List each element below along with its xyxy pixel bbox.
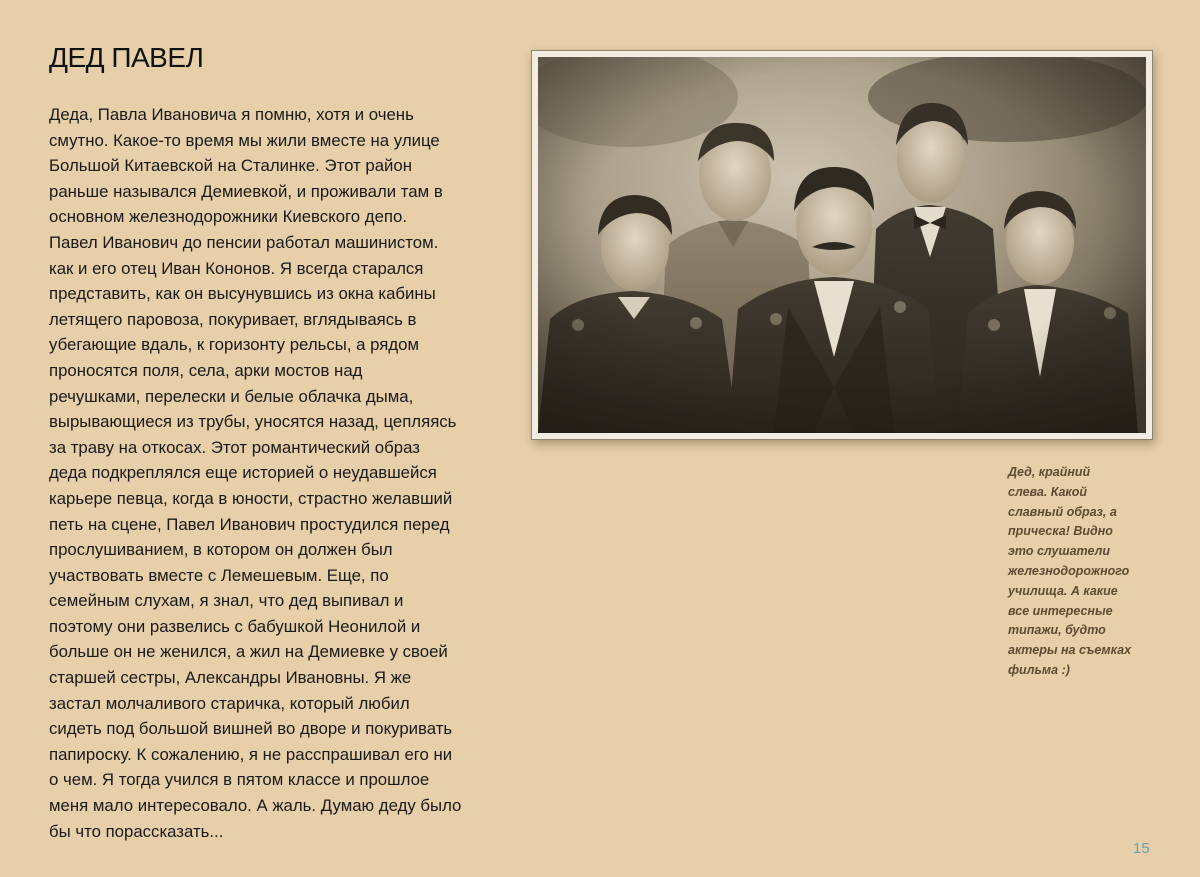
body-line: представить, как он высунувшись из окна кабины: [49, 284, 436, 304]
body-line: Большой Китаевской на Сталинке. Этот район: [49, 156, 413, 176]
body-line: вырывающиеся из трубы, уносятся назад, цепляясь: [49, 412, 457, 432]
body-line: застал молчаливого старичка, который любил: [49, 693, 410, 713]
body-line: Деда, Павла Ивановича я помню, хотя и очень: [49, 105, 414, 124]
body-line: бы что порассказать...: [49, 821, 224, 841]
body-line: меня мало интересовало. А жаль. Думаю деду было: [49, 796, 462, 816]
caption-line: фильма :): [1008, 662, 1070, 677]
body-line: прослушиванием, в котором он должен был: [49, 540, 393, 560]
caption-line: железнодорожного: [1008, 563, 1130, 578]
body-line: убегающие вдаль, к горизонту рельсы, а рядом: [49, 335, 420, 355]
caption-line: славный образ, а: [1008, 504, 1117, 519]
body-text: [49, 102, 499, 844]
caption-line: актеры на съемках: [1008, 643, 1132, 658]
caption-line: Дед, крайний: [1008, 465, 1091, 479]
caption-line: училища. А какие: [1008, 583, 1118, 598]
body-line: Павел Иванович до пенсии работал машинистом.: [49, 232, 439, 252]
body-line: летящего паровоза, покуривает, вглядываясь в: [49, 309, 417, 329]
caption-line: прическа! Видно: [1008, 524, 1113, 539]
body-line: поэтому они развелись с бабушкой Неонилой и: [49, 616, 421, 636]
body-line: карьере певца, когда в юности, страстно желавший: [49, 488, 453, 508]
group-portrait-photo: [538, 57, 1146, 433]
page-title: ДЕД ПАВЕЛ: [49, 42, 204, 73]
caption-line: слева. Какой: [1008, 484, 1088, 499]
body-line: как и его отец Иван Кононов. Я всегда старался: [49, 258, 424, 278]
photo-caption: [1008, 463, 1168, 681]
body-line: смутно. Какое-то время мы жили вместе на улице: [49, 130, 440, 150]
body-line: за траву на откосах. Этот романтический образ: [49, 437, 420, 457]
body-line: раньше назывался Демиевкой, и проживали там в: [49, 181, 443, 201]
caption-line: это слушатели: [1008, 544, 1111, 559]
body-line: старшей сестры, Александры Ивановны. Я же: [49, 668, 412, 688]
photo-frame: [531, 50, 1153, 440]
body-line: деда подкреплялся еще историей о неудавшейся: [49, 463, 437, 483]
body-line: речушками, перелески и белые облачка дыма,: [49, 386, 414, 406]
body-line: основном железнодорожники Киевского депо.: [49, 207, 407, 227]
body-line: о чем. Я тогда учился в пятом классе и прошлое: [49, 770, 430, 790]
caption-line: типажи, будто: [1008, 623, 1106, 638]
caption-line: все интересные: [1008, 603, 1113, 618]
body-line: проносятся поля, села, арки мостов над: [49, 360, 363, 380]
body-line: участвовать вместе с Лемешевым. Еще, по: [49, 565, 389, 585]
body-line: семейным слухам, я знал, что дед выпивал и: [49, 591, 404, 611]
body-line: больше он не женился, а жил на Демиевке у своей: [49, 642, 448, 662]
body-line: петь на сцене, Павел Иванович простудился перед: [49, 514, 450, 534]
body-line: папироску. К сожалению, я не расспрашивал его ни: [49, 744, 453, 764]
page-number: 15: [1133, 840, 1150, 857]
body-line: сидеть под большой вишней во дворе и покуривать: [49, 719, 453, 739]
